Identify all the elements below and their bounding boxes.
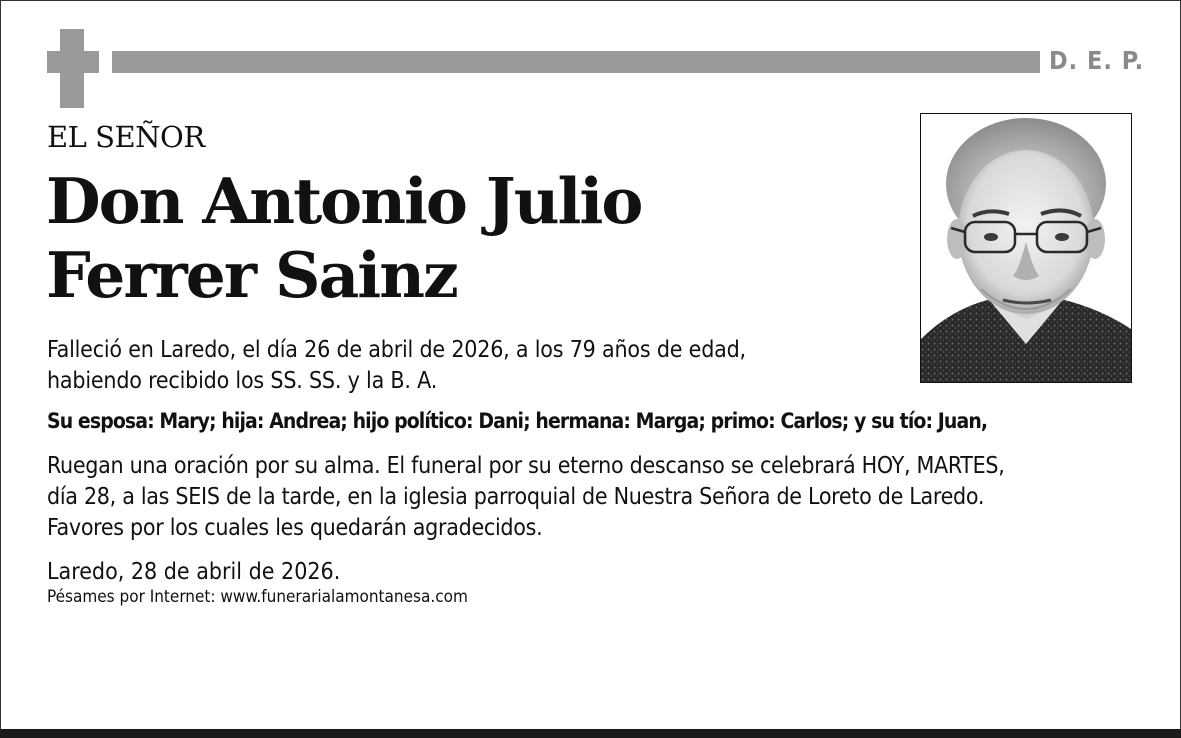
funeral-notice-line-2: día 28, a las SEIS de la tarde, en la iglesia parroquial de Nuestra Señora de Loreto de Laredo. bbox=[47, 484, 985, 510]
funeral-notice-line-1: Ruegan una oración por su alma. El funeral por su eterno descanso se celebrará HOY, MARTES, bbox=[47, 453, 1005, 479]
death-notice-line-2: habiendo recibido los SS. SS. y la B. A. bbox=[47, 368, 438, 394]
bottom-border-bar bbox=[0, 729, 1181, 738]
funeral-notice-line-3: Favores por los cuales les quedarán agradecidos. bbox=[47, 515, 543, 541]
place-date: Laredo, 28 de abril de 2026. bbox=[47, 559, 341, 585]
deceased-name-line-2: Ferrer Sainz bbox=[46, 238, 457, 312]
cross-icon-arm bbox=[47, 51, 99, 73]
funeral-notice bbox=[47, 451, 1005, 544]
death-notice-line-1: Falleció en Laredo, el día 26 de abril de 2026, a los 79 años de edad, bbox=[47, 337, 746, 363]
death-notice bbox=[47, 335, 746, 397]
deceased-name-line-1: Don Antonio Julio bbox=[46, 164, 642, 238]
portrait-photo bbox=[920, 113, 1132, 383]
family-members: Su esposa: Mary; hija: Andrea; hijo político: Dani; hermana: Marga; primo: Carlos; y su tío: Juan, bbox=[47, 409, 988, 433]
deceased-prefix: EL SEÑOR bbox=[47, 120, 205, 154]
header-rule bbox=[112, 51, 1040, 73]
portrait-illustration bbox=[921, 114, 1131, 382]
deceased-name bbox=[46, 164, 641, 312]
condolences-link-text: Pésames por Internet: www.funerarialamontanesa.com bbox=[47, 587, 468, 607]
dep-label: D. E. P. bbox=[1049, 46, 1145, 75]
